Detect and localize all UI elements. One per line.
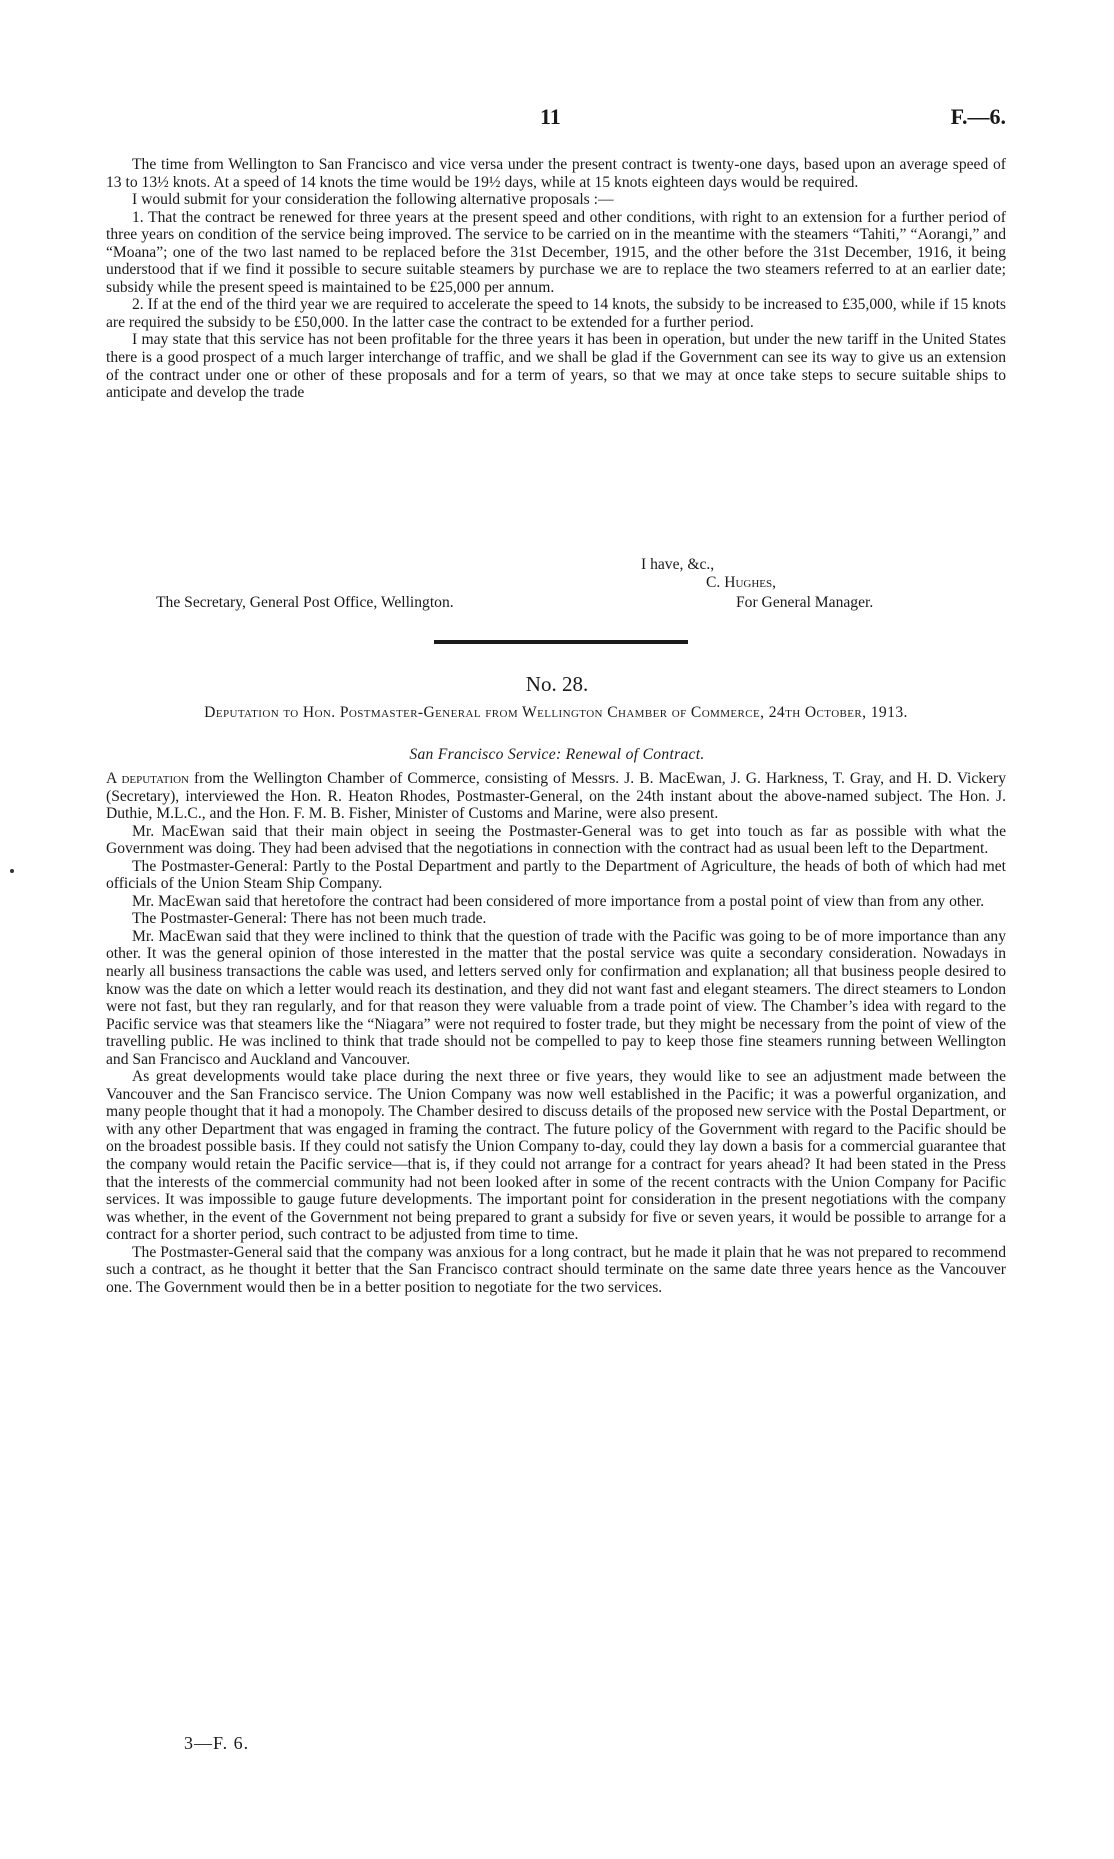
- letter-paragraph: I may state that this service has not been profitable for the three years it has been in operation, but under the new tariff in the United States there is a good prospect of a much larger interchange of traffic, and we shall be glad if the Government can see its way to give us an extension of the contract under one or other of these proposals and for a term of years, so that we may at once take steps to secure suitable ships to anticipate and develop the trade: [106, 331, 1006, 402]
- signatory: [706, 574, 776, 592]
- signatory-initial: C.: [706, 574, 725, 591]
- letter-closing: [106, 556, 1006, 646]
- letter-paragraph: 2. If at the end of the third year we are required to accelerate the speed to 14 knots, the subsidy to be increased to £35,000, while if 15 knots are required the subsidy to be £50,000. In the latter case the contract to be extended for a further period.: [106, 296, 1006, 331]
- paragraph-text: from the Wellington Chamber of Commerce, consisting of Messrs. J. B. MacEwan, J. G. Harkness, T. Gray, and H. D. Vickery (Secretary), interviewed the Hon. R. Heaton Rhodes, Postmaster-General, on the 24th instant about the above-named subject. The Hon. J. Duthie, M.L.C., and the Hon. F. M. B. Fisher, Minister of Customs and Marine, were also present.: [106, 770, 1006, 823]
- body-paragraph: Mr. MacEwan said that they were inclined to think that the question of trade with the Pacific was going to be of more importance than any other. It was the general opinion of those interested in the matter that the postal service was quite a secondary consideration. Nowadays in nearly all business transactions the cable was used, and letters served only for confirmation and explanation; all that business people desired to know was the date on which a letter would reach its destination, and they did not want fast and elegant steamers. The direct steamers to London were not fast, but they ran regularly, and for that reason they were valuable from a trade point of view. The Chamber’s idea with regard to the Pacific service was that steamers like the “Niagara” were not required to foster trade, but they might be necessary from the point of view of the travelling public. He was inclined to think that trade should not be compelled to pay to keep those fine steamers running between Wellington and San Francisco and Auckland and Vancouver.: [106, 927, 1006, 1068]
- addressee: The Secretary, General Post Office, Wellington.: [156, 594, 454, 611]
- body-paragraph: The Postmaster-General: Partly to the Postal Department and partly to the Department of Agriculture, the heads of both of which had met officials of the Union Steam Ship Company.: [106, 857, 1006, 893]
- closing-salutation: I have, &c.,: [641, 556, 715, 573]
- letter-paragraph: The time from Wellington to San Francisco and vice versa under the present contract is twenty-one days, based upon an average speed of 13 to 13½ knots. At a speed of 14 knots the time would be 19½ days, while at 15 knots eighteen days would be required.: [106, 156, 1006, 191]
- deputation-body: [106, 770, 1006, 1296]
- paper-reference: F.—6.: [950, 104, 1006, 129]
- letter-body: [106, 156, 1006, 402]
- body-paragraph: The Postmaster-General said that the company was anxious for a long contract, but he made it plain that he was not prepared to recommend such a contract, as he thought it better that the San Francisco contract should terminate on the same date three years hence as the Vancouver one. The Government would then be in a better position to negotiate for the two services.: [106, 1243, 1006, 1296]
- lead-word: A deputation: [106, 770, 190, 787]
- signatory-role: For General Manager.: [736, 594, 874, 611]
- signatory-name: Hughes,: [724, 574, 777, 591]
- page-header: [106, 104, 1006, 134]
- page-number: 11: [540, 104, 561, 129]
- body-paragraph: Mr. MacEwan said that heretofore the contract had been considered of more importance from a postal point of view than from any other.: [132, 892, 985, 910]
- letter-paragraph: I would submit for your consideration the following alternative proposals :—: [132, 191, 614, 209]
- body-paragraph: [106, 770, 1006, 823]
- section-subheading: San Francisco Service: Renewal of Contract.: [409, 746, 705, 763]
- body-paragraph: As great developments would take place during the next three or five years, they would like to see an adjustment made between the Vancouver and the San Francisco service. The Union Company was now well established in the Pacific; it was a powerful organization, and many people thought that it had a monopoly. The Chamber desired to discuss details of the proposed new service with the Postal Department, or with any other Department that was engaged in framing the contract. The future policy of the Government with regard to the Pacific should be on the broadest possible basis. If they could not satisfy the Union Company to-day, could they lay down a basis for a commercial guarantee that the company would retain the Pacific service—that is, if they could not arrange for a contract for years ahead? It had been stated in the Press that the interests of the commercial community had not been looked after in some of the recent contracts with the Union Company for Pacific services. It was impossible to gauge future developments. The important point for consideration in the present negotiations with the company was whether, in the event of the Government not being prepared to grant a subsidy for five or seven years, it would be possible to arrange for a contract for a shorter period, such contract to be adjusted from time to time.: [106, 1068, 1006, 1244]
- section-divider: [434, 640, 688, 644]
- margin-mark: [10, 869, 14, 873]
- body-paragraph: The Postmaster-General: There has not been much trade.: [132, 910, 487, 928]
- section-heading: Deputation to Hon. Postmaster-General from Wellington Chamber of Commerce, 24th October, 1913.: [204, 704, 908, 721]
- section-number: No. 28.: [525, 672, 589, 696]
- signature-reference: 3—F. 6.: [184, 1733, 250, 1753]
- body-paragraph: Mr. MacEwan said that their main object in seeing the Postmaster-General was to get into touch as far as possible with what the Government was doing. They had been advised that the negotiations in connection with the contract had as usual been left to the Department.: [106, 822, 1006, 858]
- letter-paragraph: 1. That the contract be renewed for three years at the present speed and other conditions, with right to an extension for a further period of three years on condition of the service being improved. The service to be carried on in the meantime with the steamers “Tahiti,” “Aorangi,” and “Moana”; one of the two last named to be replaced before the 31st December, 1915, and the other before the 31st December, 1916, it being understood that if we find it possible to secure suitable steamers by purchase we are to replace the two steamers referred to at an earlier date; subsidy while the present speed is maintained to be £25,000 per annum.: [106, 208, 1006, 296]
